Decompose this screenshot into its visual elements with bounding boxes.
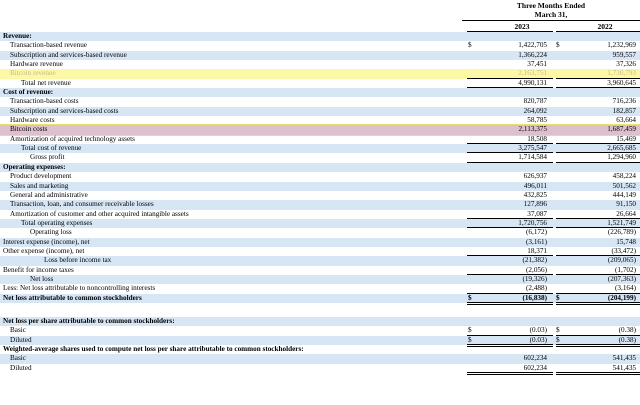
row-label: Total net revenue — [21, 78, 71, 87]
value-2022: 26,664 — [616, 209, 636, 218]
value-2022: 91,150 — [616, 200, 636, 209]
value-2022: 37,326 — [616, 60, 636, 69]
table-row — [0, 294, 640, 303]
table-row — [0, 336, 640, 345]
table-row — [0, 163, 640, 172]
table-row — [0, 153, 640, 162]
value-2022: (3,164) — [615, 284, 636, 293]
value-2022: 182,857 — [612, 106, 636, 115]
row-label: Basic — [10, 326, 26, 335]
table-row — [0, 182, 640, 191]
value-2022: 541,435 — [612, 354, 636, 363]
currency-symbol-2022: $ — [556, 293, 560, 302]
value-2022: (226,789) — [607, 228, 636, 237]
year-2022-header: 2022 — [597, 22, 613, 31]
value-2023: 18,371 — [527, 246, 547, 255]
value-2023: (2,056) — [526, 265, 547, 274]
value-2023: 4,990,131 — [518, 78, 547, 87]
table-row — [0, 191, 640, 200]
row-label: Gross profit — [30, 153, 65, 162]
value-2022: 541,435 — [612, 363, 636, 372]
period-line-2: March 31, — [534, 9, 568, 19]
value-2023: 602,234 — [523, 363, 547, 372]
row-label: Bitcoin revenue — [10, 69, 56, 78]
value-2022: 63,664 — [616, 116, 636, 125]
period-header — [462, 2, 640, 19]
row-label: Diluted — [10, 335, 32, 344]
table-row — [0, 238, 640, 247]
row-label: Total operating expenses — [21, 218, 93, 227]
table-row — [0, 266, 640, 275]
row-label: Less: Net loss attributable to noncontrolling interests — [3, 284, 156, 293]
value-2023: (16,838) — [522, 293, 547, 302]
table-row — [0, 125, 640, 134]
value-2022: 458,224 — [612, 172, 636, 181]
value-2023: 37,087 — [527, 209, 547, 218]
value-2023: 1,422,705 — [518, 41, 547, 50]
table-row — [0, 200, 640, 209]
table-row — [0, 116, 640, 125]
table-row — [0, 284, 640, 293]
row-label: Revenue: — [3, 32, 32, 40]
total-double-rule — [556, 372, 640, 375]
value-2023: (19,326) — [522, 274, 547, 283]
value-2023: 1,366,224 — [518, 50, 547, 59]
table-row — [0, 172, 640, 181]
table-row — [0, 60, 640, 69]
value-2022: 15,748 — [616, 237, 636, 246]
value-2022: 1,730,793 — [607, 69, 636, 78]
value-2023: (0.03) — [529, 335, 547, 344]
table-row — [0, 326, 640, 335]
value-2023: (6,172) — [526, 228, 547, 237]
table-row — [0, 51, 640, 60]
currency-symbol-2023: $ — [468, 335, 472, 344]
value-2022: 501,562 — [612, 181, 636, 190]
row-label: Net loss attributable to common stockholders — [3, 293, 142, 302]
row-label: Sales and marketing — [10, 181, 69, 190]
value-2022: (33,472) — [611, 246, 636, 255]
value-2023: (0.03) — [529, 326, 547, 335]
row-label: Cost of revenue: — [3, 88, 54, 97]
row-label: Basic — [10, 354, 26, 363]
value-2023: 18,508 — [527, 134, 547, 143]
currency-symbol-2022: $ — [556, 335, 560, 344]
table-row — [0, 256, 640, 265]
row-label: Subscription and services-based revenue — [10, 50, 127, 59]
value-2023: 1,720,756 — [518, 218, 547, 227]
table-row — [0, 69, 640, 78]
spacer-row — [0, 303, 640, 317]
value-2022: (204,199) — [607, 293, 636, 302]
table-row — [0, 210, 640, 219]
value-2022: 1,294,960 — [607, 153, 636, 162]
table-row — [0, 219, 640, 228]
value-2023: 820,787 — [523, 97, 547, 106]
value-2022: 959,557 — [612, 50, 636, 59]
currency-symbol-2023: $ — [468, 293, 472, 302]
table-row — [0, 247, 640, 256]
value-2022: 1,687,459 — [607, 125, 636, 134]
currency-symbol-2022: $ — [556, 326, 560, 335]
table-row — [0, 144, 640, 153]
row-label: Product development — [10, 172, 72, 181]
value-2023: 626,937 — [523, 172, 547, 181]
value-2023: (3,161) — [526, 237, 547, 246]
value-2022: 3,960,645 — [607, 78, 636, 87]
value-2023: 1,714,584 — [518, 153, 547, 162]
row-label: Amortization of acquired technology assets — [10, 134, 135, 143]
row-label: Benefit for income taxes — [3, 265, 74, 274]
period-line-1: Three Months Ended — [516, 1, 586, 10]
value-2023: 602,234 — [523, 354, 547, 363]
row-label: Total cost of revenue — [21, 144, 82, 153]
row-label: Loss before income tax — [44, 256, 112, 265]
statement-rows — [0, 32, 640, 373]
value-2023: 58,785 — [527, 116, 547, 125]
row-label: Interest expense (income), net — [3, 237, 90, 246]
currency-symbol-2022: $ — [556, 41, 560, 50]
value-2023: 2,113,375 — [518, 125, 547, 134]
total-double-rule — [467, 372, 553, 375]
row-label: Weighted-average shares used to compute net loss per share attributable to common stockholders: — [3, 345, 304, 353]
value-2023: (2,488) — [526, 284, 547, 293]
row-label: Diluted — [10, 363, 32, 372]
table-row — [0, 354, 640, 363]
value-2022: (209,065) — [607, 256, 636, 265]
row-label: Transaction-based revenue — [10, 41, 87, 50]
value-2022: (0.38) — [618, 326, 636, 335]
value-2022: 444,149 — [612, 190, 636, 199]
value-2023: 2,163,751 — [518, 69, 547, 78]
table-row — [0, 317, 640, 326]
row-label: Operating expenses: — [3, 162, 66, 171]
value-2022: (207,363) — [607, 274, 636, 283]
value-2022: (1,702) — [615, 265, 636, 274]
row-label: General and administrative — [10, 190, 88, 199]
table-row — [0, 32, 640, 41]
table-row — [0, 345, 640, 354]
table-row — [0, 107, 640, 116]
value-2023: 127,896 — [523, 200, 547, 209]
table-row — [0, 88, 640, 97]
row-label: Net loss — [30, 274, 54, 283]
value-2023: (21,382) — [522, 256, 547, 265]
row-label: Hardware revenue — [10, 60, 63, 69]
value-2022: 2,665,685 — [607, 144, 636, 153]
row-label: Amortization of customer and other acquired intangible assets — [10, 209, 189, 218]
row-label: Hardware costs — [10, 116, 55, 125]
value-2023: 432,825 — [523, 190, 547, 199]
table-row — [0, 79, 640, 88]
row-label: Other expense (income), net — [3, 246, 85, 255]
value-2023: 3,275,547 — [518, 144, 547, 153]
value-2022: 1,232,969 — [607, 41, 636, 50]
table-row — [0, 364, 640, 373]
value-2023: 496,011 — [523, 181, 547, 190]
value-2023: 264,092 — [523, 106, 547, 115]
row-label: Subscription and services-based costs — [10, 106, 119, 115]
value-2022: 15,469 — [616, 134, 636, 143]
row-label: Transaction-based costs — [10, 97, 79, 106]
value-2022: (0.38) — [618, 335, 636, 344]
currency-symbol-2023: $ — [468, 326, 472, 335]
row-label: Transaction, loan, and consumer receivable losses — [10, 200, 154, 209]
table-row — [0, 41, 640, 50]
value-2022: 1,521,749 — [607, 218, 636, 227]
value-2023: 37,451 — [527, 60, 547, 69]
table-row — [0, 135, 640, 144]
header-rule — [462, 20, 640, 21]
row-label: Net loss per share attributable to common stockholders: — [3, 316, 175, 325]
value-2022: 716,236 — [612, 97, 636, 106]
row-label: Bitcoin costs — [10, 125, 48, 134]
row-label: Operating loss — [30, 228, 72, 237]
table-row — [0, 275, 640, 284]
currency-symbol-2023: $ — [468, 41, 472, 50]
table-row — [0, 97, 640, 106]
year-2023-header: 2023 — [514, 22, 530, 31]
table-row — [0, 228, 640, 237]
